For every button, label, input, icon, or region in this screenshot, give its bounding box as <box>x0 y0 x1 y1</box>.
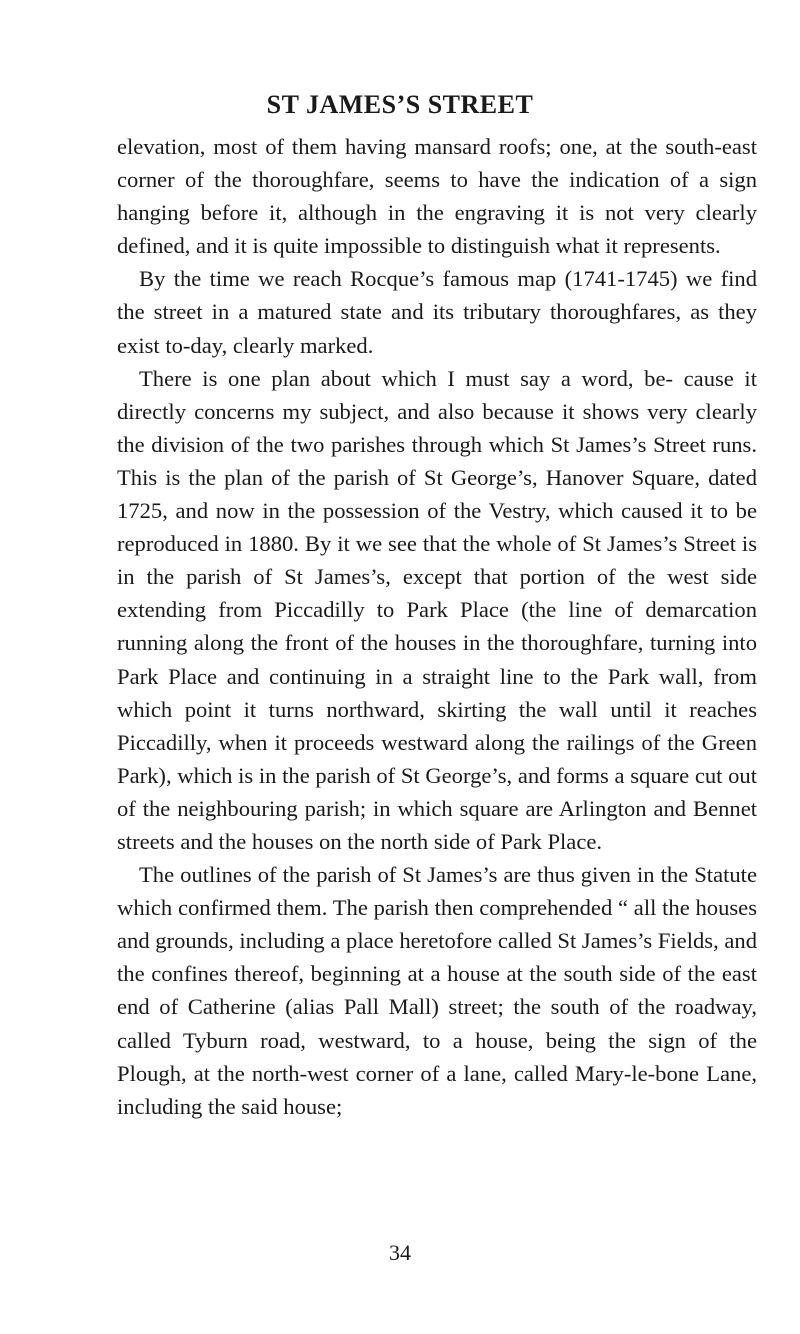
page-number: 34 <box>389 1240 411 1265</box>
running-head: ST JAMES’S STREET <box>266 90 534 119</box>
paragraph-rocque-map: By the time we reach Rocque’s famous map (1741-1745) we find the street in a matured state and its tributary thoroughfares, as they exist to-day, clearly marked. <box>117 266 757 358</box>
paragraph-parish-plan: There is one plan about which I must say a word, be- cause it directly concerns my subject, and also because it shows very clearly the division of the two parishes through which St James’s Street runs. This is the plan of the parish of St George’s, Hanover Square, dated 1725, and now in the possession of the Vestry, which caused it to be reproduced in 1880. By it we see that the whole of St James’s Street is in the parish of St James’s, except that portion of the west side extending from Piccadilly to Park Place (the line of demarcation running along the front of the houses in the thoroughfare, turning into Park Place and continuing in a straight line to the Park wall, from which point it turns northward, skirting the wall until it reaches Piccadilly, when it proceeds westward along the railings of the Green Park), which is in the parish of St George’s, and forms a square cut out of the neighbouring parish; in which square are Arlington and Bennet streets and the houses on the north side of Park Place. <box>117 365 757 854</box>
body-text <box>117 130 757 1123</box>
paragraph-parish-outlines: The outlines of the parish of St James’s are thus given in the Statute which confirmed them. The parish then comprehended “ all the houses and grounds, including a place heretofore called St James’s Fields, and the confines thereof, beginning at a house at the south side of the east end of Catherine (alias Pall Mall) street; the south of the roadway, called Tyburn road, westward, to a house, being the sign of the Plough, at the north-west corner of a lane, called Mary-le-bone Lane, including the said house; <box>117 862 757 1119</box>
paragraph-continued: elevation, most of them having mansard roofs; one, at the south-east corner of the thoroughfare, seems to have the indication of a sign hanging before it, although in the engraving it is not very clearly defined, and it is quite impossible to distinguish what it represents. <box>117 134 757 259</box>
